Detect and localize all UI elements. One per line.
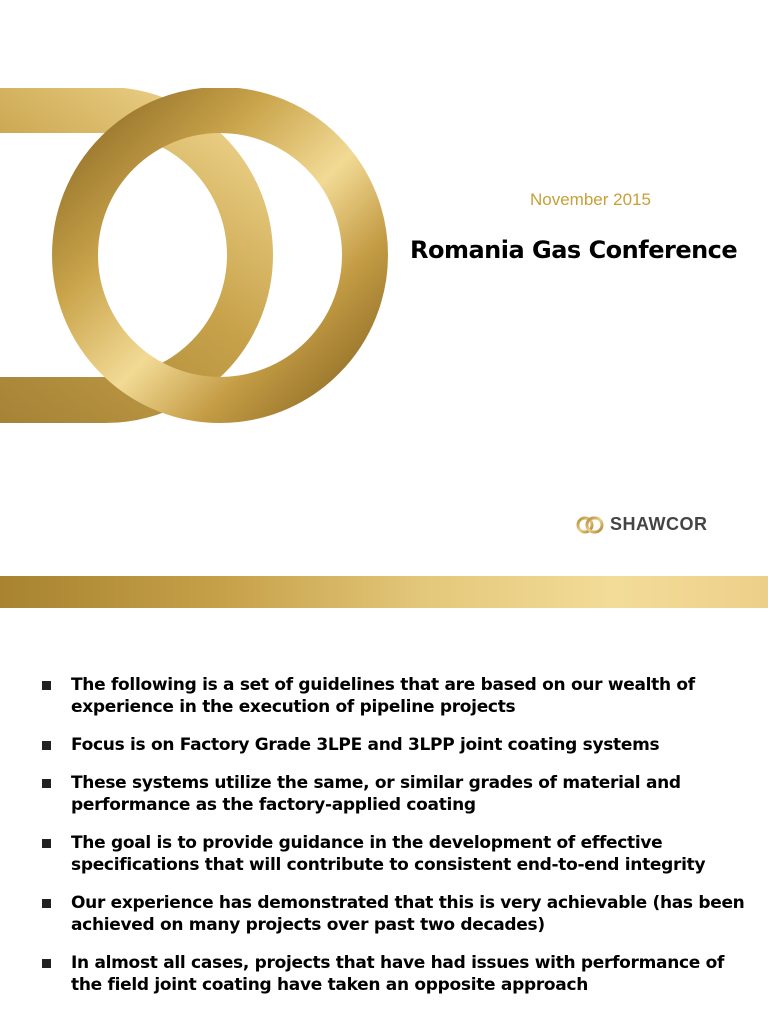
list-item [42,892,752,936]
square-bullet-icon [42,839,51,848]
square-bullet-icon [42,959,51,968]
interlocking-rings-logo-icon [0,88,390,424]
bullet-text: The goal is to provide guidance in the development of effective specifications that will contribute to consistent end-to-end integrity [71,833,706,875]
square-bullet-icon [42,899,51,908]
brand-name: SHAWCOR [610,514,708,534]
list-item [42,772,752,816]
presentation-date: November 2015 [530,190,651,209]
bullet-text: Our experience has demonstrated that this is very achievable (has been achieved on many projects over past two decades) [71,893,745,935]
content-slide [0,608,768,1024]
list-item [42,952,752,996]
list-item [42,674,752,718]
list-item [42,734,752,756]
bullet-text: These systems utilize the same, or similar grades of material and performance as the factory-applied coating [71,773,681,815]
bullet-text: The following is a set of guidelines that are based on our wealth of experience in the execution of pipeline projects [71,675,695,717]
list-item [42,832,752,876]
presentation-title: Romania Gas Conference [410,236,738,264]
bullet-list [42,674,752,1012]
bullet-text: In almost all cases, projects that have had issues with performance of the field joint coating have taken an opposite approach [71,953,725,995]
gold-divider-band [0,576,768,608]
square-bullet-icon [42,681,51,690]
brand-logo [576,514,708,535]
square-bullet-icon [42,741,51,750]
shawcor-rings-icon [576,516,604,534]
square-bullet-icon [42,779,51,788]
bullet-text: Focus is on Factory Grade 3LPE and 3LPP joint coating systems [71,735,660,755]
